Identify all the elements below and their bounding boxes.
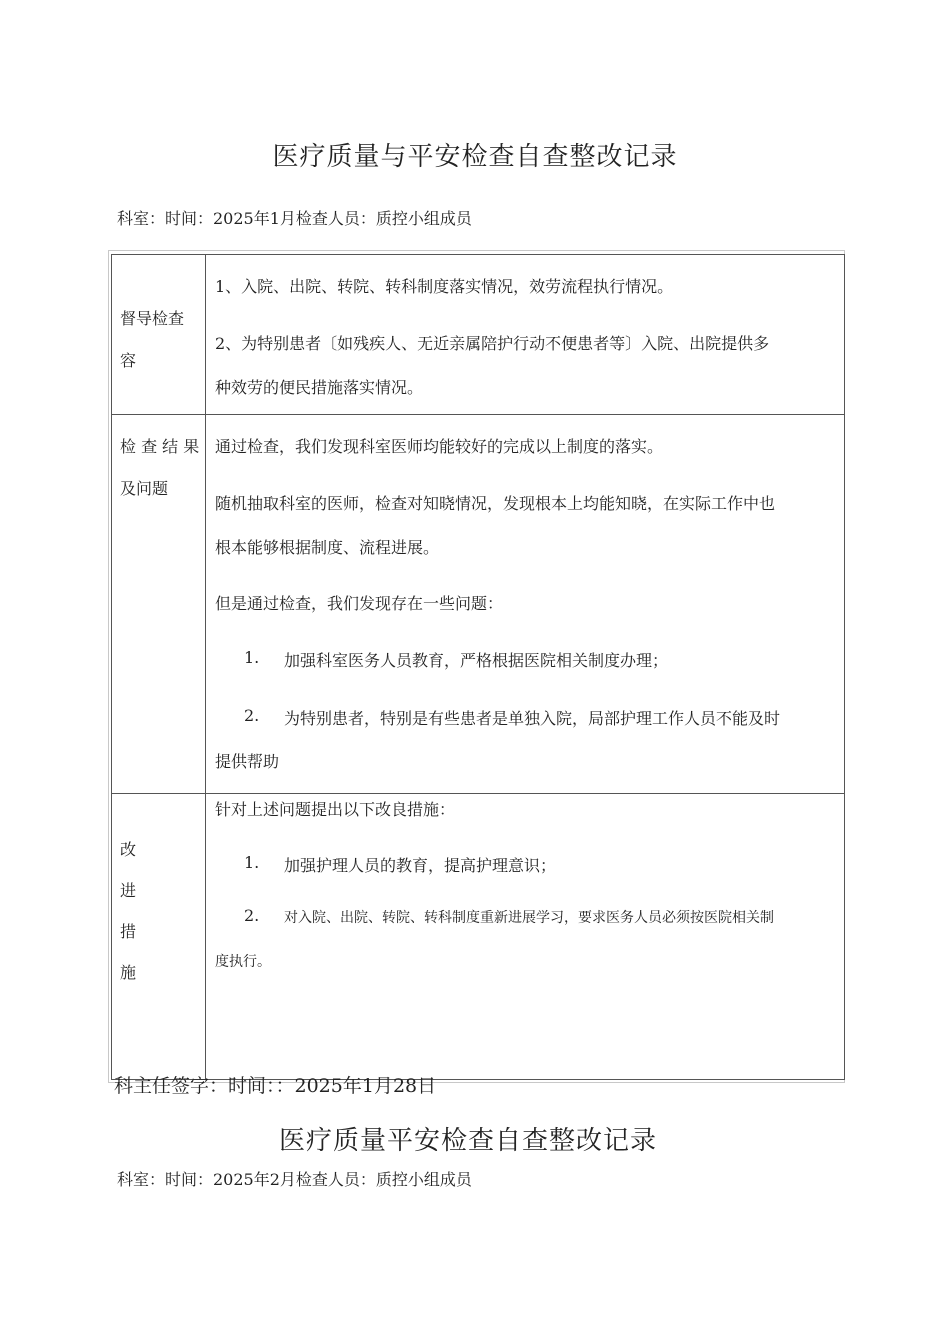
page-title-2: 医疗质量平安检查自查整改记录 — [278, 1126, 657, 1156]
row-label-results-line1: 检 查 结 果 — [120, 437, 200, 456]
issue-2-text-line2: 提供帮助 — [215, 752, 280, 771]
supervision-item-2-line1: 2、为特别患者〔如残疾人、无近亲属陪护行动不便患者等〕入院、出院提供多 — [215, 334, 770, 353]
row-label-measures-char4: 施 — [120, 963, 137, 982]
issue-2-number: 2. — [244, 706, 260, 725]
measure-2-number: 2. — [244, 906, 260, 925]
record-meta: 科室：时间：2025年1月检查人员：质控小组成员 — [117, 209, 472, 228]
table-row-divider — [111, 414, 845, 415]
results-paragraph-3: 但是通过检查，我们发现存在一些问题： — [215, 594, 504, 613]
supervision-item-1: 1、入院、出院、转院、转科制度落实情况，效劳流程执行情况。 — [215, 277, 674, 296]
page-title: 医疗质量与平安检查自查整改记录 — [272, 142, 678, 172]
row-label-measures-char3: 措 — [120, 922, 137, 941]
row-label-supervision-line2: 容 — [120, 351, 137, 370]
results-paragraph-1: 通过检查，我们发现科室医师均能较好的完成以上制度的落实。 — [215, 437, 664, 456]
measure-1-text: 加强护理人员的教育，提高护理意识； — [284, 856, 557, 875]
issue-1-number: 1. — [244, 648, 260, 667]
issue-2-text-line1: 为特别患者，特别是有些患者是单独入院，局部护理工作人员不能及时 — [284, 709, 781, 728]
measure-1-number: 1. — [244, 853, 260, 872]
measures-intro: 针对上述问题提出以下改良措施： — [215, 800, 456, 819]
row-label-results-line2: 及问题 — [120, 479, 169, 498]
results-paragraph-2-line2: 根本能够根据制度、流程进展。 — [215, 538, 440, 557]
record-meta-2: 科室：时间：2025年2月检查人员：质控小组成员 — [117, 1170, 472, 1189]
results-paragraph-2-line1: 随机抽取科室的医师，检查对知晓情况，发现根本上均能知晓，在实际工作中也 — [215, 494, 776, 513]
signature-line: 科主任签字：时间：：2025年1月28日 — [114, 1075, 437, 1097]
table-row-divider — [111, 793, 845, 794]
row-label-supervision-line1: 督导检查 — [120, 309, 185, 328]
supervision-item-2-line2: 种效劳的便民措施落实情况。 — [215, 378, 424, 397]
row-label-measures-char1: 改 — [120, 840, 137, 859]
table-column-divider — [205, 254, 206, 1080]
measure-2-text-line2: 度执行。 — [215, 954, 271, 970]
issue-1-text: 加强科室医务人员教育，严格根据医院相关制度办理； — [284, 651, 669, 670]
measure-2-text-line1: 对入院、出院、转院、转科制度重新进展学习，要求医务人员必须按医院相关制 — [284, 910, 774, 926]
row-label-measures-char2: 进 — [120, 881, 137, 900]
